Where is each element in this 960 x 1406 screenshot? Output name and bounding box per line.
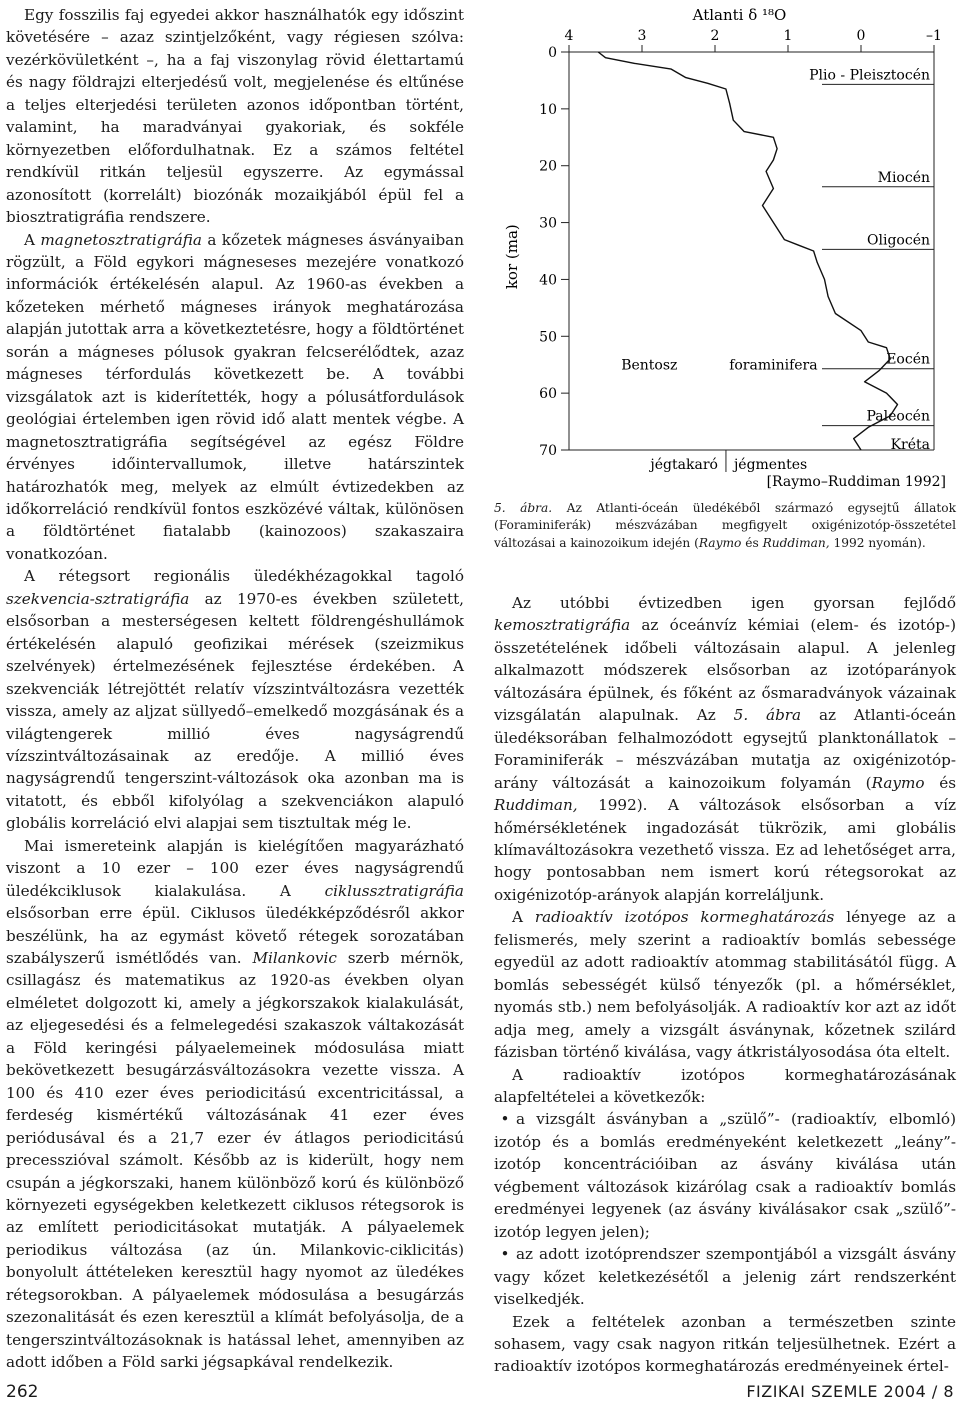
epoch-label: Kréta (890, 437, 930, 453)
x-tick-label: 3 (637, 28, 647, 44)
bullet-item-4 (494, 1108, 956, 1243)
epoch-label: Miocén (877, 169, 930, 186)
oxygen-isotope-curve (598, 52, 897, 450)
text-run: az Atlanti-óceán üledéksorában felhalmozódott egysejtű planktonállatok – Foraminiferák – mészvázában mutatja az oxigénizotóp-arány változását a kainozoikum folyamán ( (494, 706, 956, 792)
caption-italic: 5. ábra. (494, 501, 553, 515)
epoch-label: Eocén (886, 351, 930, 368)
italic-text: kemosztratigráfia (494, 616, 631, 635)
figure-source: [Raymo–Ruddiman 1992] (766, 474, 946, 490)
label-foraminifera: foraminifera (729, 357, 818, 374)
italic-text: 5. ábra (733, 706, 802, 725)
epoch-label: Plio - Pleisztocén (809, 67, 930, 84)
text-run: az óceánvíz kémiai (elem- és izotóp-) összetételének időbeli változásain alapul. A jelenleg alkalmazott módszerek elsősorban az izotóparányok változására épülnek, és főként az ősmaradványok vázainak vizsgálatán alapulnak. Az (494, 616, 956, 725)
italic-text: ciklussztratigráfia (324, 881, 464, 900)
y-axis-title: kor (ma) (503, 224, 521, 290)
paragraph-4 (6, 835, 464, 1374)
y-tick-label: 50 (539, 329, 557, 346)
bullet-marker: • (500, 1245, 510, 1264)
left-column (6, 4, 464, 1374)
figure-5-oxygen-isotope-chart (494, 0, 956, 500)
caption-text: Az Atlanti-óceán üledékéből származó egysejtű állatok (Foraminiferák) mészvázában megfigyelt oxigénizotóp-összetétel változásai a kainozoikum idején ( (494, 501, 956, 550)
caption-text: 1992 nyomán). (829, 535, 926, 550)
text-run: és (924, 773, 956, 792)
text-run: szerb mérnök, csillagász és matematikus az 1920-as években olyan elméletet dolgozott ki, amely a jégkorszakok kialakulását, az eljegesedési és a felmelegedési szakaszok váltakozását a Föld keringési pályaelemeinek módosulása miatt bekövetkezett besugárzásváltozásokra vezette vissza. A 100 és 410 ezer éves periodicitású excentricitással, a ferdeség kismértékű változásának 41 ezer éves periódusával és a 21,7 ezer év átlagos periodicitású precesszióval számolt. Később az is kiderült, hogy nem csupán a jégkorszaki, hanem különböző korú és különböző környezeti egységekben keletkezett ciklusos rétegsorok is az említett periodicitásokat mutatják. A pályaelemek periodikus változása (az ún. Milankovic-ciklicitás) bonyolult áttételeken keresztül hagy nyomot az üledékes rétegsorokban. A pályaelemek módosulása a besugárzás szezonalitását és ezen keresztül a klímát befolyásolja, de a tengerszintváltozásoknak is hatással lehet, amennyiben az adott időben a Föld sarki jégsapkával rendelkezik. (6, 949, 465, 1372)
x-tick-label: –1 (926, 28, 942, 44)
journal-footer: FIZIKAI SZEMLE 2004 / 8 (746, 1382, 954, 1401)
italic-text: Milankovic (252, 949, 337, 968)
label-jegtakaro: jégtakaró (650, 457, 718, 473)
paragraph-6 (494, 1311, 956, 1378)
y-tick-label: 60 (539, 386, 557, 403)
italic-text: szekvencia-sztratigráfia (6, 589, 190, 608)
y-tick-label: 40 (539, 272, 557, 289)
text-run: A (512, 908, 535, 927)
y-tick-label: 20 (539, 158, 557, 175)
text-run: A radioaktív izotópos kormeghatározásának alapfeltételei a következők: (494, 1065, 956, 1106)
y-tick-label: 10 (539, 101, 557, 118)
italic-text: Ruddiman, (494, 796, 578, 815)
page-number: 262 (6, 1382, 39, 1402)
figure-caption (494, 500, 956, 552)
top-axis-title: Atlanti δ ¹⁸O (692, 6, 787, 24)
caption-text: és (741, 535, 763, 550)
paragraph-1 (6, 4, 464, 229)
y-tick-label: 70 (539, 443, 557, 459)
x-tick-label: 0 (856, 28, 866, 44)
x-tick-label: 1 (783, 28, 793, 44)
x-tick-label: 4 (564, 28, 574, 44)
bullet-item-5 (494, 1243, 956, 1310)
paragraph-3 (6, 565, 464, 834)
bullet-marker: • (500, 1110, 510, 1129)
italic-text: magnetosztratigráfia (40, 230, 202, 249)
text-run: Egy fosszilis faj egyedei akkor használhatók egy időszint követésére – azaz szintjelzőként, vagy régiesen szólva: vezérkövületként –, ha a faj viszonylag rövid élettartamú és nagy földrajzi elterjedésű volt, megjelenése és eltűnése a teljes elterjedési területen azonos időpontban történt, valamint, ha maradványai gyakoriak, és sokféle környezetben előfordulhatnak. Ez a számos feltétel rendkívül ritkán teljesül egyszerre. Az egymással azonosított (korrelált) biozónák mozaikjából épül fel a biosztratigráfia rendszere. (6, 6, 464, 227)
label-bentosz: Bentosz (621, 357, 678, 374)
right-column (494, 592, 956, 1378)
y-tick-label: 0 (548, 45, 557, 61)
epoch-label: Oligocén (867, 232, 930, 249)
label-jegmentes: jégmentes (733, 457, 808, 473)
paragraph-2 (6, 229, 464, 566)
caption-italic: Ruddiman, (762, 535, 830, 550)
paragraph-2 (494, 906, 956, 1063)
text-run: A rétegsort regionális üledékhézagokkal tagoló (24, 567, 464, 586)
text-run: elsősorban erre épül. Ciklusos üledékképződésről akkor beszélünk, ha az egymást követő rétegek sorozatában szabályszerű ismétlődés van. (6, 904, 464, 968)
text-run: Mai ismereteink alapján is kielégítően magyarázható viszont a 10 ezer – 100 ezer éves nagyságrendű üledékciklusok kialakulása. A (6, 836, 464, 900)
text-run: az adott izotóprendszer szempontjából a vizsgált ásvány vagy kőzet keletkezésétől a jelenig zárt rendszerként viselkedjék. (494, 1245, 956, 1309)
text-run: A (24, 230, 41, 249)
text-run: Az utóbbi évtizedben igen gyorsan fejlődő (512, 594, 956, 612)
text-run: az 1970-es években született, elsősorban a mesterségesen keltett földrengéshullámok értékelésén alapuló geofizikai mérések (szeizmikus szelvények) értelmezésének fejlesztése érdekében. A szekvenciák létrejöttét relatív vízszintváltozásra vezették vissza, amely az aljzat süllyedő–emelkedő mozgásának és a világtengerek millió éves nagyságrendű vízszintváltozásainak az eredője. A millió éves nagyságrendű tengerszint-változások oka azonban ma is vitatott, és ebből kifolyólag a szekvenciákon alapuló globális korreláció elvi alapjai sem tisztultak még le. (6, 589, 464, 833)
text-run: a vizsgált ásványban a „szülő”- (radioaktív, elbomló) izotóp és a bomlás eredményeként keletkezett „leány”-izotóp koncentrációiban az ásvány kiválása után végbement változások kizárólag csak a radioaktív bomlás eredményei legyenek (az ásvány kiválásakor csak „szülő”-izotóp legyen jelen); (494, 1110, 956, 1241)
paragraph-3 (494, 1064, 956, 1109)
paragraph-1 (494, 592, 956, 906)
italic-text: Raymo (871, 773, 925, 792)
epoch-label: Paleocén (866, 408, 930, 425)
x-tick-label: 2 (710, 28, 720, 44)
italic-text: radioaktív izotópos kormeghatározás (534, 908, 835, 927)
caption-italic: Raymo (698, 535, 742, 550)
text-run: Ezek a feltételek azonban a természetben szinte sohasem, vagy csak nagyon ritkán teljesülhetnek. Ezért a radioaktív izotópos kormeghatározás eredményeinek értel- (494, 1312, 956, 1376)
text-run: a kőzetek mágneses ásványaiban rögzült, a Föld egykori mágneseses mezejére vonatkozó információk értékelésén alapul. Az 1960-as években a kőzeteken mérhető mágneses irányok meghatározása alapján jutottak arra a következtetésre, hogy a földtörténet során a mágneses pólusok gyakran felcserélődtek, azaz mágneses térfordulás következett be. A további vizsgálatok azt is kiderítették, hogy a pólusátfordulások geológiai értelemben igen rövid idő alatt mentek végbe. A magnetosztratigráfia segítségével az egész Földre érvényes időintervallumok, illetve határszintek határozhatók meg, melyek az elmúlt évtizedekben az időkorreláció rendkívül fontos eszközévé váltak, különösen a földtörténet fiatalabb (kainozoos) szakaszaira vonatkozóan. (6, 230, 464, 563)
chart-svg (494, 0, 956, 500)
text-run: lényege az a felismerés, mely szerint a radioaktív bomlás sebessége egyedül az adott radioaktív atommag stabilitásától függ. A bomlás sebességét külső tényezők (pl. a hőmérséklet, nyomás stb.) nem befolyásolják. A radioaktív kor azt az időt adja meg, amely a vizsgált ásványnak, kőzetnek szilárd fázisban történő kiválása, vagy átkristályosodása óta eltelt. (494, 908, 957, 1062)
y-tick-label: 30 (539, 215, 557, 232)
text-run: 1992). A változások elsősorban a víz hőmérsékletének ingadozását tükrözik, ami globális klímaváltozásokra vezethető vissza. Ez ad lehetőséget arra, hogy pontosabban nem ismert korú rétegsorokat az oxigénizotóp-arányok alapján korreláljunk. (494, 796, 956, 904)
